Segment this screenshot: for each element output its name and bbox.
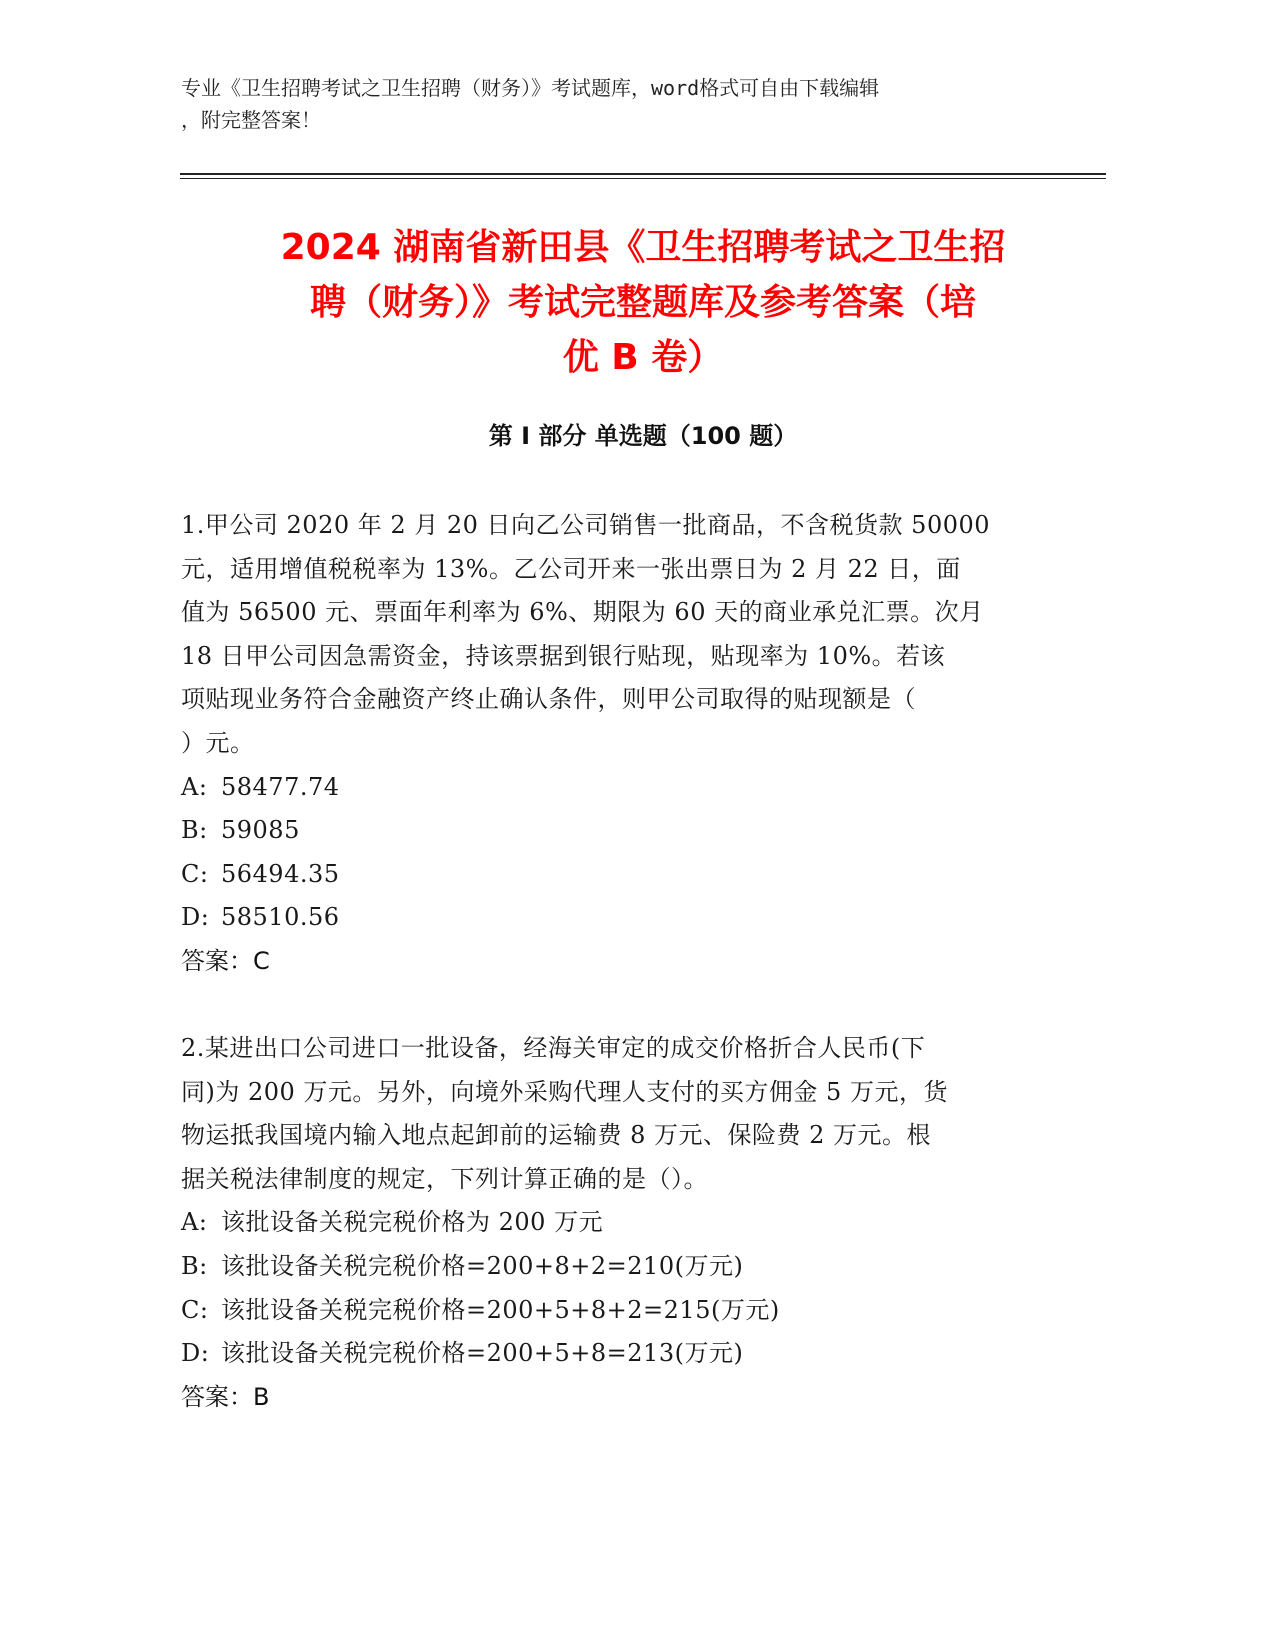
option-c: [181, 853, 1041, 897]
option-a: [181, 1201, 1041, 1245]
stem-line: 据关税法律制度的规定，下列计算正确的是（）。: [181, 1164, 708, 1193]
option-text: 58510.56: [221, 903, 340, 932]
document-title: [180, 220, 1106, 385]
option-text: 该批设备关税完税价格=200+5+8+2=215(万元): [221, 1295, 780, 1324]
header-note-line-2: ，附完整答案！: [181, 108, 321, 132]
option-key: C:: [181, 859, 209, 888]
question-stem: [181, 1027, 1041, 1201]
option-key: B:: [181, 816, 208, 845]
header-note: [181, 72, 1081, 136]
option-b: [181, 809, 1041, 853]
option-key: B:: [181, 1251, 208, 1280]
option-d: [181, 1332, 1041, 1376]
stem-line: 同)为 200 万元。另外，向境外采购代理人支付的买方佣金 5 万元，货: [181, 1077, 948, 1106]
stem-line: ）元。: [181, 728, 255, 757]
stem-line: 元，适用增值税税率为 13%。乙公司开来一张出票日为 2 月 22 日，面: [181, 554, 961, 583]
stem-line: 值为 56500 元、票面年利率为 6%、期限为 60 天的商业承兑汇票。次月: [181, 598, 984, 627]
section-title: 第 I 部分 单选题（100 题）: [488, 422, 798, 450]
stem-line: 2.某进出口公司进口一批设备，经海关审定的成交价格折合人民币(下: [181, 1034, 926, 1062]
option-text: 该批设备关税完税价格为 200 万元: [221, 1208, 604, 1237]
option-key: D:: [181, 903, 210, 932]
stem-line: 物运抵我国境内输入地点起卸前的运输费 8 万元、保险费 2 万元。根: [181, 1121, 932, 1150]
option-key: A:: [181, 1208, 208, 1237]
document-title-line-2: 聘（财务）》考试完整题库及参考答案（培: [309, 282, 976, 323]
header-rule-thin: [180, 178, 1106, 179]
question-stem: [181, 504, 1041, 766]
option-b: [181, 1245, 1041, 1289]
stem-line: 1.甲公司 2020 年 2 月 20 日向乙公司销售一批商品，不含税货款 50000: [181, 511, 991, 539]
option-text: 56494.35: [221, 859, 340, 888]
header-note-line-1: 专业《卫生招聘考试之卫生招聘（财务）》考试题库，word格式可自由下载编辑: [181, 76, 880, 100]
document-title-line-1: 2024 湖南省新田县《卫生招聘考试之卫生招: [280, 227, 1006, 268]
header-rule-thick: [180, 173, 1106, 175]
option-key: C:: [181, 1295, 209, 1324]
option-c: [181, 1289, 1041, 1333]
option-key: D:: [181, 1339, 210, 1368]
document-title-line-3: 优 B 卷）: [562, 337, 724, 378]
question-2: [181, 1027, 1041, 1419]
option-text: 59085: [221, 816, 300, 845]
answer-label: 答案：C: [181, 946, 270, 975]
option-text: 该批设备关税完税价格=200+8+2=210(万元): [221, 1251, 744, 1280]
option-a: [181, 766, 1041, 810]
question-1: [181, 504, 1041, 984]
option-text: 该批设备关税完税价格=200+5+8=213(万元): [221, 1339, 744, 1368]
stem-line: 18 日甲公司因急需资金，持该票据到银行贴现，贴现率为 10%。若该: [181, 641, 946, 670]
answer-label: 答案：B: [181, 1382, 270, 1411]
option-key: A:: [181, 772, 208, 801]
option-text: 58477.74: [221, 772, 340, 801]
stem-line: 项贴现业务符合金融资产终止确认条件，则甲公司取得的贴现额是（: [181, 685, 916, 714]
option-d: [181, 896, 1041, 940]
